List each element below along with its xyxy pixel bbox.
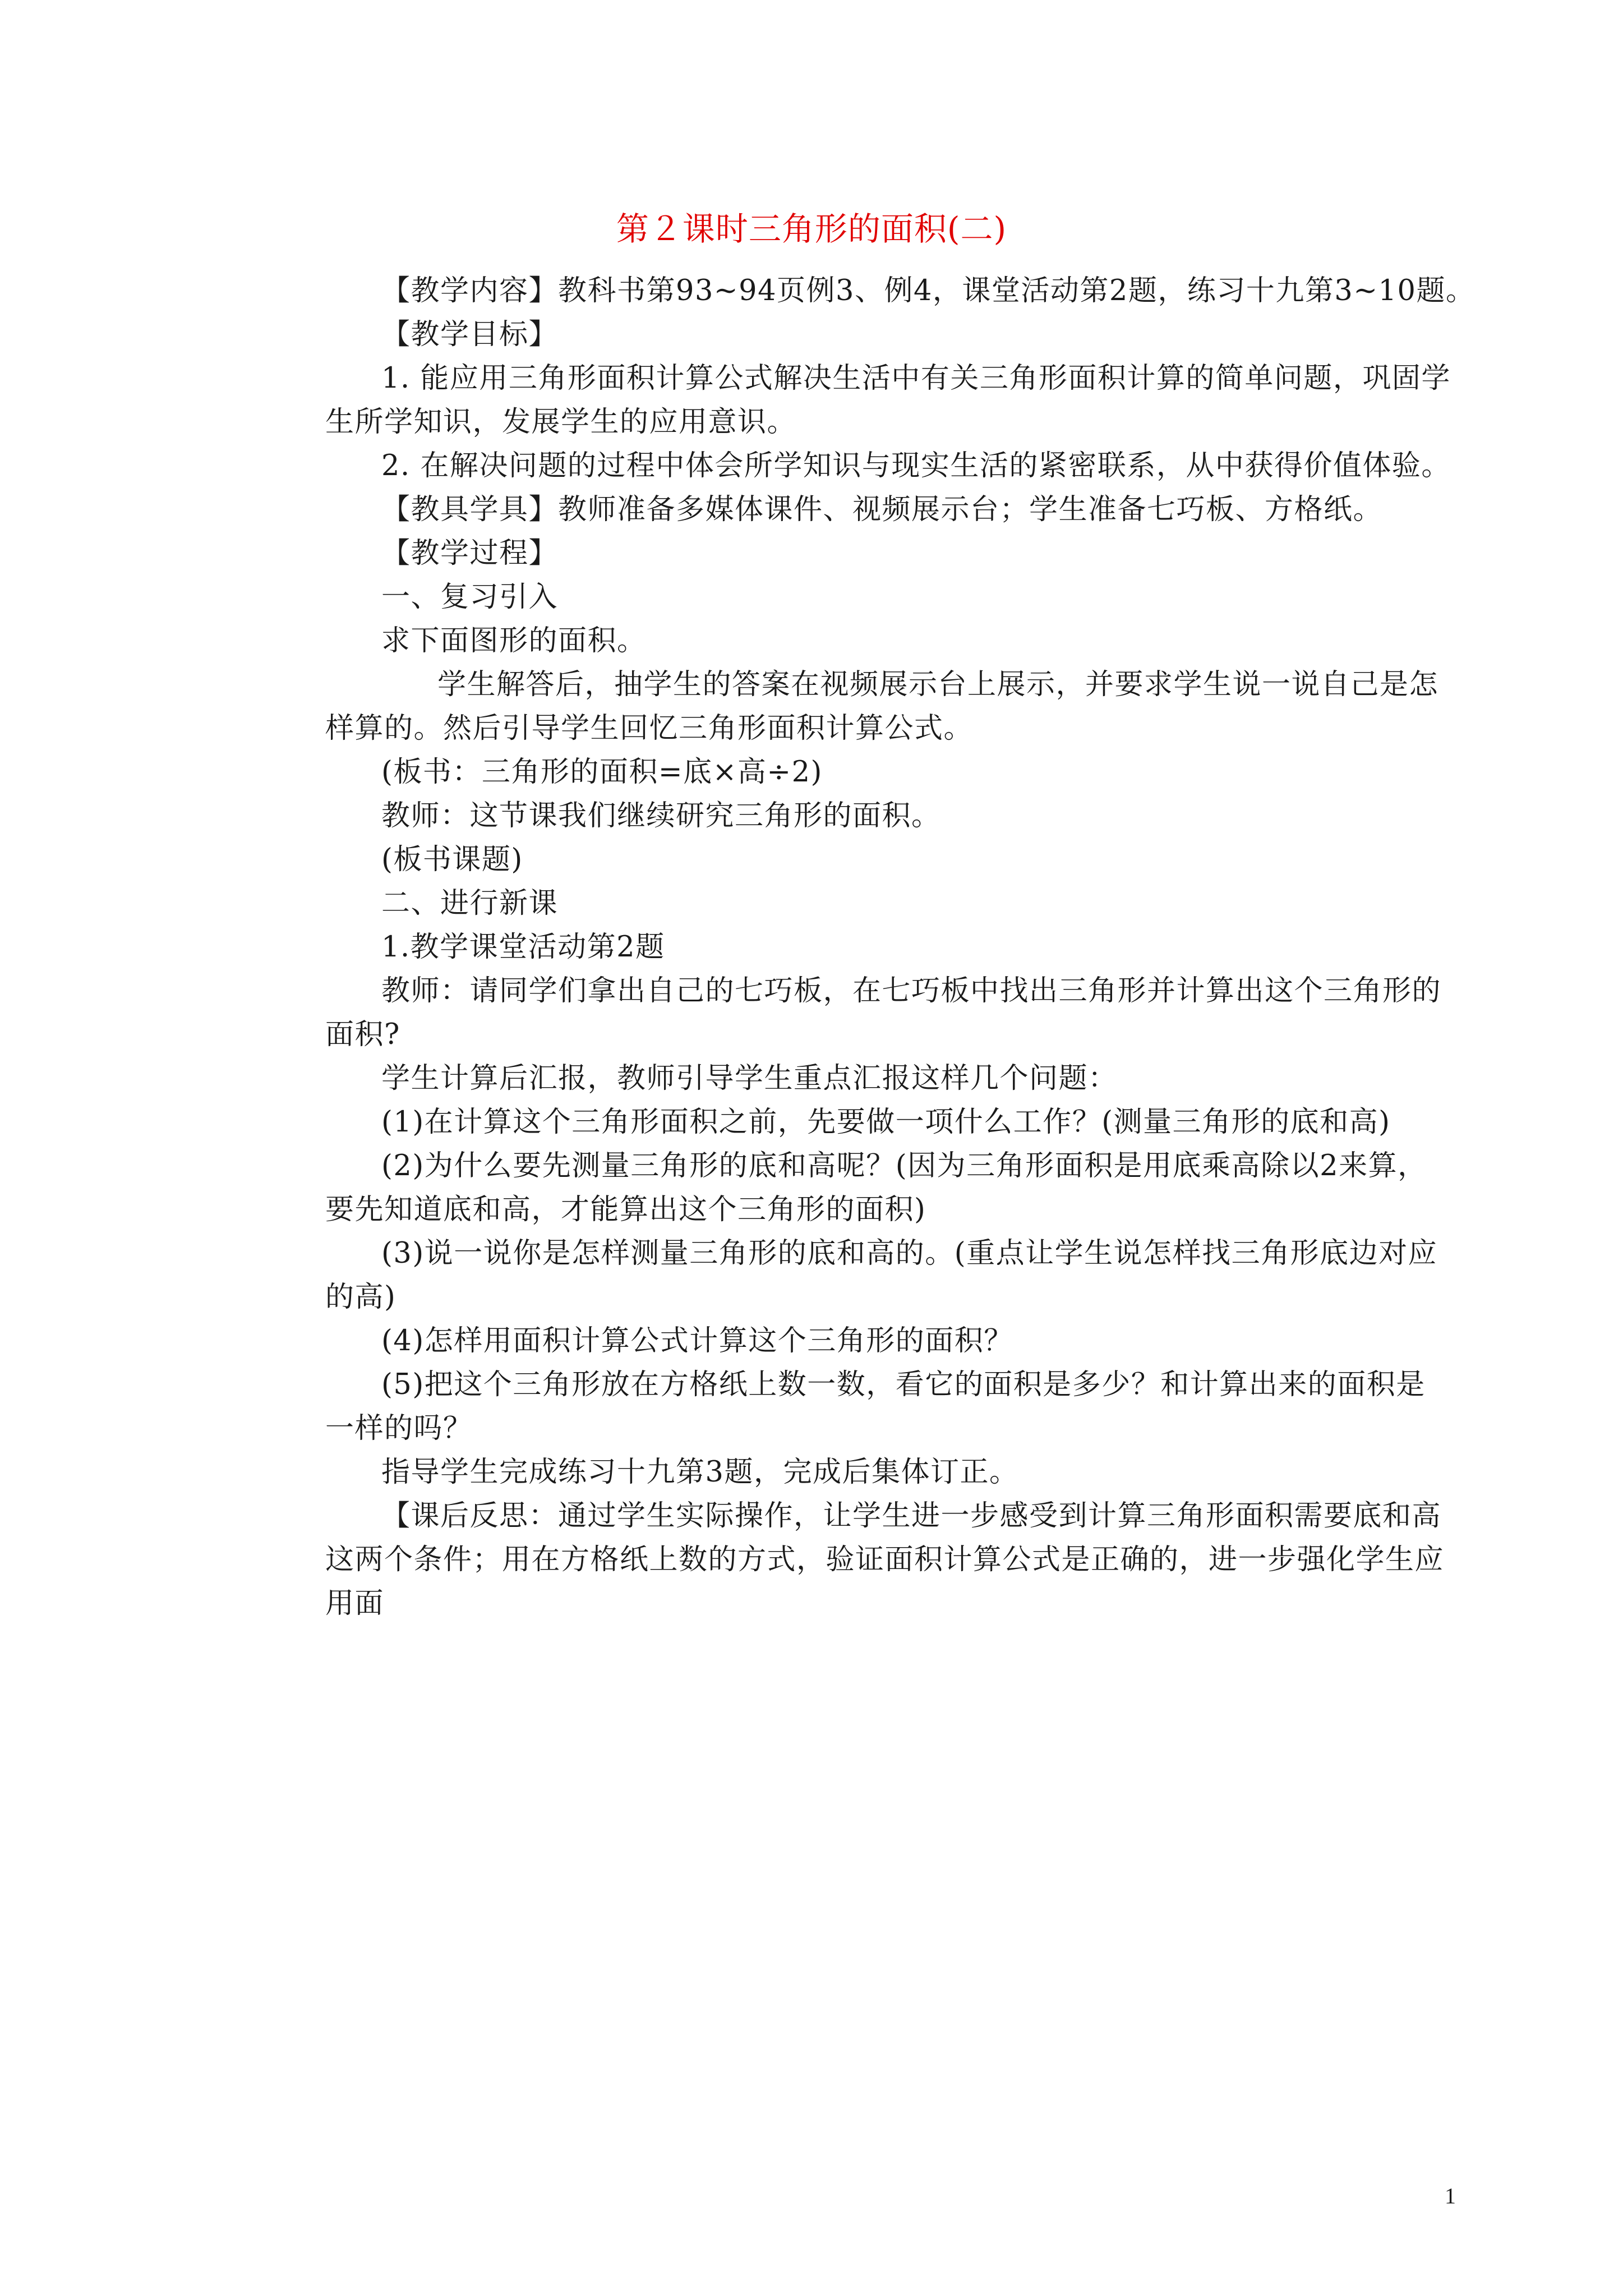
paragraph-reflection: 【课后反思：通过学生实际操作，让学生进一步感受到计算三角形面积需要底和高这两个条件；用在方格纸上数的方式，验证面积计算公式是正确的，进一步强化学生应用面 — [325, 1499, 1445, 1620]
paragraph-question-4: (4)怎样用面积计算公式计算这个三角形的面积？ — [381, 1324, 1013, 1358]
heading-review: 一、复习引入 — [381, 581, 559, 614]
document-body — [325, 269, 1476, 1626]
heading-teaching-process: 【教学过程】 — [381, 537, 559, 570]
paragraph-goal-1: 1. 能应用三角形面积计算公式解决生活中有关三角形面积计算的简单问题，巩固学生所学知识，发展学生的应用意识。 — [325, 362, 1451, 439]
paragraph-teacher-tangram: 教师：请同学们拿出自己的七巧板，在七巧板中找出三角形并计算出这个三角形的面积? — [325, 974, 1442, 1051]
paragraph-question-1: (1)在计算这个三角形面积之前，先要做一项什么工作？(测量三角形的底和高) — [381, 1106, 1391, 1139]
paragraph-students-report: 学生计算后汇报，教师引导学生重点汇报这样几个问题： — [381, 1062, 1118, 1095]
paragraph-board-formula: (板书：三角形的面积=底×高÷2) — [381, 756, 823, 789]
paragraph-question-3: (3)说一说你是怎样测量三角形的底和高的。(重点让学生说怎样找三角形底边对应的高) — [325, 1237, 1438, 1314]
paragraph-teaching-aids: 【教具学具】教师准备多媒体课件、视频展示台；学生准备七巧板、方格纸。 — [381, 493, 1383, 526]
paragraph-board-topic: (板书课题) — [381, 843, 523, 876]
paragraph-goal-2: 2. 在解决问题的过程中体会所学知识与现实生活的紧密联系，从中获得价值体验。 — [381, 449, 1451, 482]
heading-new-lesson: 二、进行新课 — [381, 887, 559, 920]
heading-teaching-goals: 【教学目标】 — [381, 318, 559, 351]
paragraph-find-area: 求下面图形的面积。 — [381, 624, 647, 657]
paragraph-teaching-content: 【教学内容】教科书第93~94页例3、例4，课堂活动第2题，练习十九第3~10题。 — [381, 274, 1476, 307]
heading-activity-2: 1.教学课堂活动第2题 — [381, 931, 665, 964]
paragraph-students-answer: 学生解答后，抽学生的答案在视频展示台上展示，并要求学生说一说自己是怎样算的。然后引导学生回忆三角形面积计算公式。 — [325, 668, 1439, 745]
paragraph-question-2: (2)为什么要先测量三角形的底和高呢？(因为三角形面积是用底乘高除以2来算，要先知道底和高，才能算出这个三角形的面积) — [325, 1149, 1427, 1226]
paragraph-teacher-intro: 教师：这节课我们继续研究三角形的面积。 — [381, 799, 941, 832]
paragraph-question-5: (5)把这个三角形放在方格纸上数一数，看它的面积是多少？和计算出来的面积是一样的吗？ — [325, 1368, 1426, 1445]
page-title: 第２课时三角形的面积(二) — [616, 210, 1007, 248]
page-number: 1 — [1445, 2183, 1456, 2208]
paragraph-exercise-guidance: 指导学生完成练习十九第3题，完成后集体订正。 — [381, 1456, 1019, 1489]
